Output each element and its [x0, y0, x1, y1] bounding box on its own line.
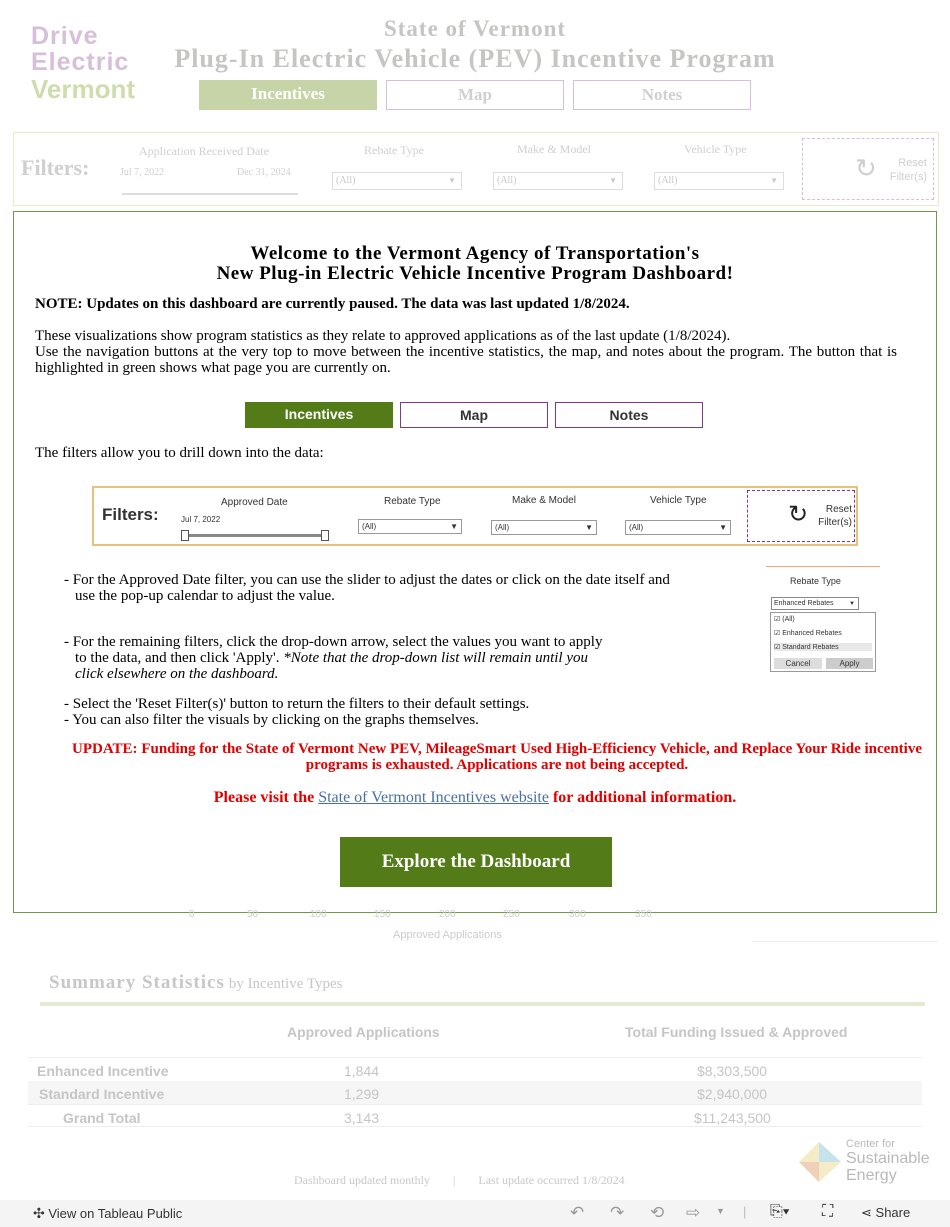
cse-line2: Sustainable — [846, 1150, 930, 1167]
checkbox-checked-icon: ☑ — [774, 644, 781, 651]
example-date-label: Approved Date — [221, 497, 288, 508]
example-reset-label: Reset Filter(s) — [818, 504, 852, 528]
page-title-line1: State of Vermont — [383, 16, 567, 41]
welcome-modal — [13, 211, 937, 913]
instruction-date-filter: - For the Approved Date filter, you can use the slider to adjust the dates or click on the date itself and use the pop-up calendar to adjust the value. — [64, 572, 670, 604]
instruction-other-filters-text: - For the remaining filters, click the drop-down arrow, select the values you want to apply to the data, and then click 'Apply'. — [64, 634, 603, 666]
example-vehicle-value: (All) — [629, 523, 644, 532]
example-date-value: Jul 7, 2022 — [181, 515, 221, 524]
page-title — [170, 16, 780, 74]
dropdown-demo-apply: Apply — [826, 658, 873, 669]
example-slider-handle-right — [321, 530, 329, 541]
share-icon: ⋖ — [861, 1205, 872, 1220]
explore-dashboard-button[interactable]: Explore the Dashboard — [340, 837, 612, 887]
dropdown-demo-option-label: Enhanced Rebates — [782, 630, 842, 637]
visit-pre: Please visit the — [213, 789, 315, 806]
example-rebate-label: Rebate Type — [384, 496, 441, 507]
visit-post: for additional information. — [552, 789, 737, 806]
axis-label: Approved Applications — [393, 929, 502, 941]
example-slider-handle-left — [181, 530, 189, 541]
fullscreen-icon[interactable]: ⛶ — [822, 1203, 834, 1220]
modal-heading-line2: New Plug-in Electric Vehicle Incentive Program Dashboard! — [216, 263, 734, 284]
reset-label: Reset Filter(s) — [889, 157, 927, 183]
axis-ticks — [185, 909, 725, 923]
logo-line-vermont: Vermont — [31, 74, 136, 104]
summary-rule — [40, 1002, 925, 1006]
axis-tick: 350 — [635, 909, 652, 920]
make-filter-label: Make & Model — [517, 142, 591, 156]
reset-icon: ↻ — [788, 502, 809, 528]
chevron-down-icon: ▼ — [770, 176, 778, 185]
logo-line-electric: Electric — [31, 48, 130, 76]
instruction-dropdown-note: *Note that the drop-down list will remain until you click elsewhere on the dashboard. — [75, 650, 588, 682]
vehicle-filter-label: Vehicle Type — [684, 142, 747, 156]
date-slider[interactable] — [122, 193, 298, 195]
row-name: Grand Total — [63, 1110, 141, 1126]
footer-update-info — [294, 1173, 625, 1188]
view-on-tableau-button[interactable] — [33, 1205, 182, 1222]
footer-separator: | — [452, 1173, 456, 1187]
axis-tick: 300 — [569, 909, 586, 920]
row-funding: $11,243,500 — [694, 1110, 771, 1126]
chevron-down-icon[interactable]: ▼ — [716, 1206, 725, 1216]
rebate-type-dropdown[interactable] — [332, 172, 462, 190]
dropdown-demo-rule — [766, 566, 880, 567]
row-name: Standard Incentive — [39, 1086, 165, 1102]
reset-icon: ↻ — [855, 154, 877, 183]
cse-line1: Center for — [846, 1138, 895, 1150]
summary-col-funding: Total Funding Issued & Approved — [625, 1024, 848, 1040]
checkbox-checked-icon: ☑ — [774, 616, 781, 623]
date-start[interactable]: Jul 7, 2022 — [120, 167, 165, 178]
example-filter-bar — [92, 486, 858, 546]
cse-line3: Energy — [846, 1167, 897, 1184]
instruction-graphs: - You can also filter the visuals by clicking on the graphs themselves. — [64, 712, 479, 728]
nav-incentives-button[interactable]: Incentives — [199, 80, 377, 110]
refresh-icon[interactable]: ⇨ — [686, 1203, 701, 1222]
example-reset-button — [747, 490, 855, 542]
axis-tick: 100 — [310, 909, 327, 920]
dropdown-demo-selected: Enhanced Rebates — [774, 600, 834, 607]
axis-tick: 200 — [439, 909, 456, 920]
chevron-down-icon: ▼ — [849, 601, 855, 607]
example-notes-button: Notes — [555, 402, 703, 428]
dropdown-demo-label: Rebate Type — [790, 576, 841, 586]
axis-tick: 0 — [189, 909, 195, 920]
summary-title-bold: Summary Statistics — [49, 972, 225, 993]
cse-logo-icon — [797, 1140, 843, 1184]
chevron-down-icon: ▼ — [448, 176, 456, 185]
visit-line — [14, 789, 936, 807]
separator-icon: | — [743, 1204, 747, 1219]
example-date-slider — [184, 534, 326, 537]
example-vehicle-label: Vehicle Type — [650, 495, 707, 506]
row-funding: $8,303,500 — [697, 1063, 768, 1079]
vehicle-type-value: (All) — [658, 175, 678, 186]
row-funding: $2,940,000 — [697, 1086, 768, 1102]
redo-icon[interactable]: ↷ — [610, 1203, 625, 1222]
example-rebate-dropdown — [358, 519, 462, 534]
revert-icon[interactable]: ⟲ — [650, 1203, 665, 1222]
footer-last-update: Last update occurred 1/8/2024 — [478, 1173, 625, 1187]
filters-label: Filters: — [21, 155, 90, 180]
date-filter-label: Application Received Date — [139, 144, 269, 158]
dropdown-demo — [766, 566, 882, 674]
intro-line1: These visualizations show program statistics as they relate to approved applications as of the last update (1/8/2024). — [35, 328, 731, 344]
row-apps: 1,299 — [344, 1086, 380, 1102]
table-row — [28, 1104, 922, 1127]
dropdown-demo-list — [770, 612, 876, 672]
date-end[interactable]: Dec 31, 2024 — [237, 167, 291, 178]
example-vehicle-dropdown — [625, 520, 731, 535]
filters-intro: The filters allow you to drill down into the data: — [35, 445, 324, 461]
intro-text — [35, 328, 897, 376]
footer-updated: Dashboard updated monthly — [294, 1173, 430, 1187]
rebate-filter-label: Rebate Type — [364, 143, 424, 157]
download-icon[interactable]: ⎘▾ — [770, 1203, 790, 1220]
dropdown-demo-select — [771, 597, 859, 610]
view-on-tableau-label: View on Tableau Public — [48, 1206, 183, 1221]
instruction-other-filters — [64, 634, 604, 682]
checkbox-checked-icon: ☑ — [774, 630, 781, 637]
chevron-down-icon: ▼ — [609, 176, 617, 185]
row-apps: 3,143 — [344, 1110, 380, 1126]
summary-title — [49, 972, 342, 994]
instruction-reset: - Select the 'Reset Filter(s)' button to return the filters to their default settings. — [64, 696, 530, 712]
dropdown-demo-option — [774, 629, 842, 637]
nav-notes-button[interactable]: Notes — [573, 80, 751, 110]
undo-icon[interactable]: ↶ — [570, 1203, 585, 1222]
page-title-line2: Plug-In Electric Vehicle (PEV) Incentive Program — [174, 44, 776, 73]
dropdown-demo-option-label: (All) — [782, 616, 795, 623]
row-apps: 1,844 — [344, 1063, 380, 1079]
example-filters-label: Filters: — [102, 505, 159, 524]
intro-line2: Use the navigation buttons at the very top to move between the incentive statistics, the map, and notes about the program. The button that is highlighted in green shows what page you are currently on. — [35, 344, 897, 376]
example-rebate-value: (All) — [362, 522, 377, 531]
example-make-dropdown — [491, 520, 597, 535]
axis-tick: 50 — [247, 909, 259, 920]
funding-update: UPDATE: Funding for the State of Vermont New PEV, MileageSmart Used High-Efficiency Vehicle, and Replace Your Ride incentive programs is exhausted. Applications are not being accepted. — [72, 741, 922, 773]
tableau-logo-icon: ✣ — [33, 1205, 45, 1221]
rebate-type-value: (All) — [336, 175, 356, 186]
modal-heading-line1: Welcome to the Vermont Agency of Transportation's — [250, 243, 700, 264]
example-make-value: (All) — [495, 523, 510, 532]
incentives-website-link[interactable]: State of Vermont Incentives website — [318, 789, 549, 806]
table-row — [28, 1081, 922, 1104]
example-map-button: Map — [400, 402, 548, 428]
update-note: NOTE: Updates on this dashboard are currently paused. The data was last updated 1/8/2024. — [35, 296, 630, 312]
row-name: Enhanced Incentive — [37, 1063, 169, 1079]
dropdown-demo-option-label: Standard Rebates — [782, 644, 839, 651]
chevron-down-icon: ▼ — [719, 523, 727, 532]
table-row — [28, 1058, 922, 1081]
axis-tick: 150 — [374, 909, 391, 920]
filters-panel — [13, 132, 939, 206]
chevron-down-icon: ▼ — [450, 522, 458, 531]
logo-line-drive: Drive — [31, 22, 99, 50]
cse-logo — [797, 1138, 931, 1186]
make-model-value: (All) — [497, 175, 517, 186]
reset-filters-button[interactable] — [802, 138, 934, 200]
summary-title-rest: by Incentive Types — [228, 976, 343, 992]
share-label: Share — [875, 1205, 911, 1220]
share-button[interactable] — [861, 1205, 910, 1221]
vehicle-type-dropdown[interactable] — [654, 172, 784, 190]
dropdown-demo-cancel: Cancel — [774, 658, 822, 669]
logo — [31, 24, 176, 104]
axis-tick: 250 — [503, 909, 520, 920]
modal-heading — [14, 244, 936, 284]
divider — [752, 941, 938, 942]
example-incentives-button: Incentives — [245, 402, 393, 428]
chevron-down-icon: ▼ — [585, 523, 593, 532]
dropdown-demo-option — [774, 643, 872, 651]
example-make-label: Make & Model — [512, 495, 576, 506]
dropdown-demo-option — [774, 615, 795, 623]
nav-map-button[interactable]: Map — [386, 80, 564, 110]
make-model-dropdown[interactable] — [493, 172, 623, 190]
tableau-toolbar — [0, 1200, 950, 1227]
summary-col-apps: Approved Applications — [287, 1024, 440, 1040]
